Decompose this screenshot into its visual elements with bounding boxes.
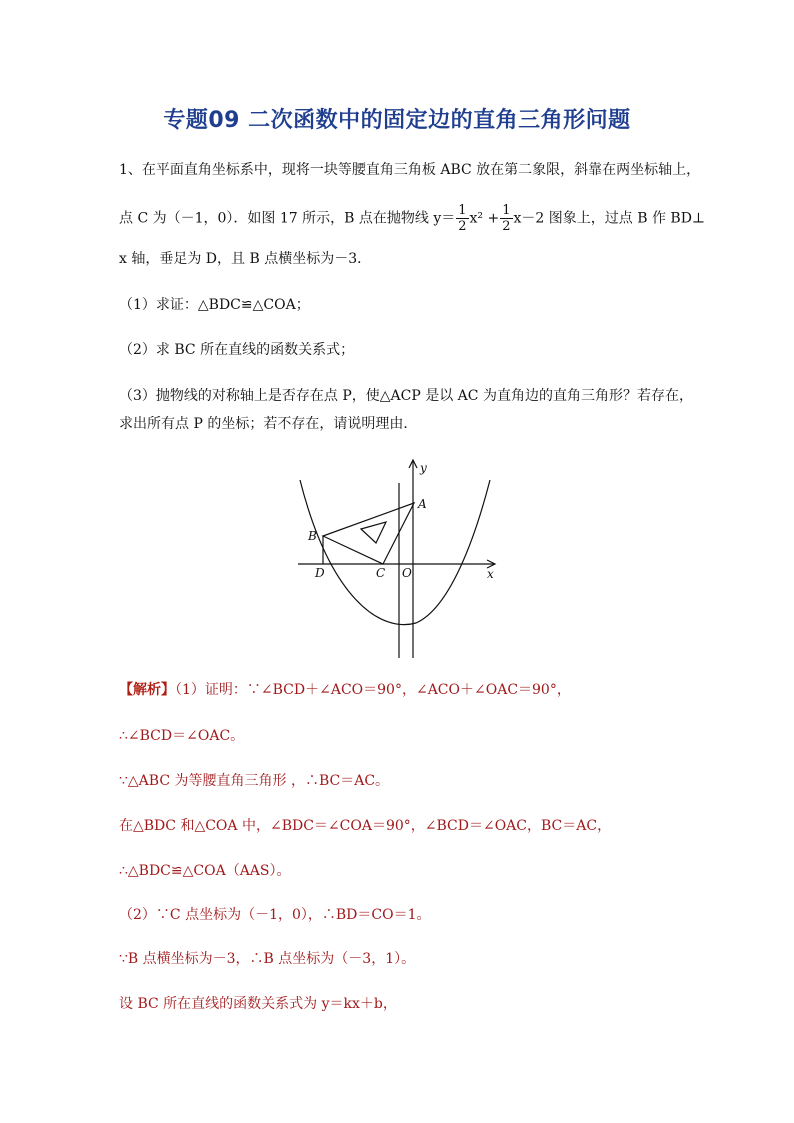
solution-step-6: （2）∵C 点坐标为（－1，0），∴BD＝CO＝1。	[119, 907, 431, 923]
question-2: （2）求 BC 所在直线的函数关系式；	[119, 342, 355, 358]
problem-line-1: 1、在平面直角坐标系中，现将一块等腰直角三角板 ABC 放在第二象限，斜靠在两坐标轴上，	[119, 162, 701, 178]
parabola	[300, 480, 490, 625]
inner-triangle	[361, 522, 386, 543]
solution-line-1	[119, 680, 571, 700]
problem-line-2b: x² +	[469, 210, 500, 227]
question-3a: （3）抛物线的对称轴上是否存在点 P，使△ACP 是以 AC 为直角边的直角三角形？若存在，	[119, 388, 693, 404]
solution-step-4: 在△BDC 和△COA 中，∠BDC＝∠COA＝90°，∠BCD＝∠OAC，BC＝AC，	[119, 818, 612, 834]
label-d: D	[315, 566, 325, 580]
question-1: （1）求证：△BDC≌△COA；	[119, 297, 310, 313]
solution-step-1: （1）证明：∵∠BCD＋∠ACO＝90°，∠ACO＋∠OAC＝90°，	[175, 682, 571, 698]
problem-line-2a: 点 C 为（－1，0）．如图 17 所示，B 点在抛物线 y＝	[119, 210, 456, 227]
page-title: 专题09 二次函数中的固定边的直角三角形问题	[163, 108, 631, 133]
label-x: x	[487, 567, 494, 581]
solution-step-2: ∴∠BCD＝∠OAC。	[119, 728, 245, 744]
problem-line-2	[119, 203, 705, 234]
solution-step-7: ∵B 点横坐标为－3，∴B 点坐标为（－3，1）。	[119, 951, 416, 967]
triangle-abc	[323, 503, 414, 564]
fraction-half-2: $\frac{1}{2}$	[502, 203, 511, 234]
label-y: y	[420, 461, 427, 475]
solution-tag: 【解析】	[119, 682, 175, 698]
label-a: A	[418, 497, 427, 511]
solution-step-3: ∵△ABC 为等腰直角三角形 ，∴BC＝AC。	[119, 773, 390, 789]
solution-step-8: 设 BC 所在直线的函数关系式为 y＝kx＋b，	[119, 996, 397, 1012]
fraction-half-1: $\frac{1}{2}$	[458, 203, 467, 234]
label-o: O	[402, 566, 412, 580]
label-c: C	[376, 566, 386, 580]
figure-17	[290, 458, 510, 663]
solution-step-5: ∴△BDC≌△COA（AAS）。	[119, 863, 291, 879]
label-b: B	[308, 529, 317, 543]
problem-line-3: x 轴，垂足为 D，且 B 点横坐标为－3．	[119, 251, 372, 267]
problem-line-2c: x－2 图象上，过点 B 作 BD⊥	[513, 210, 706, 227]
question-3b: 求出所有点 P 的坐标；若不存在，请说明理由．	[119, 416, 418, 432]
